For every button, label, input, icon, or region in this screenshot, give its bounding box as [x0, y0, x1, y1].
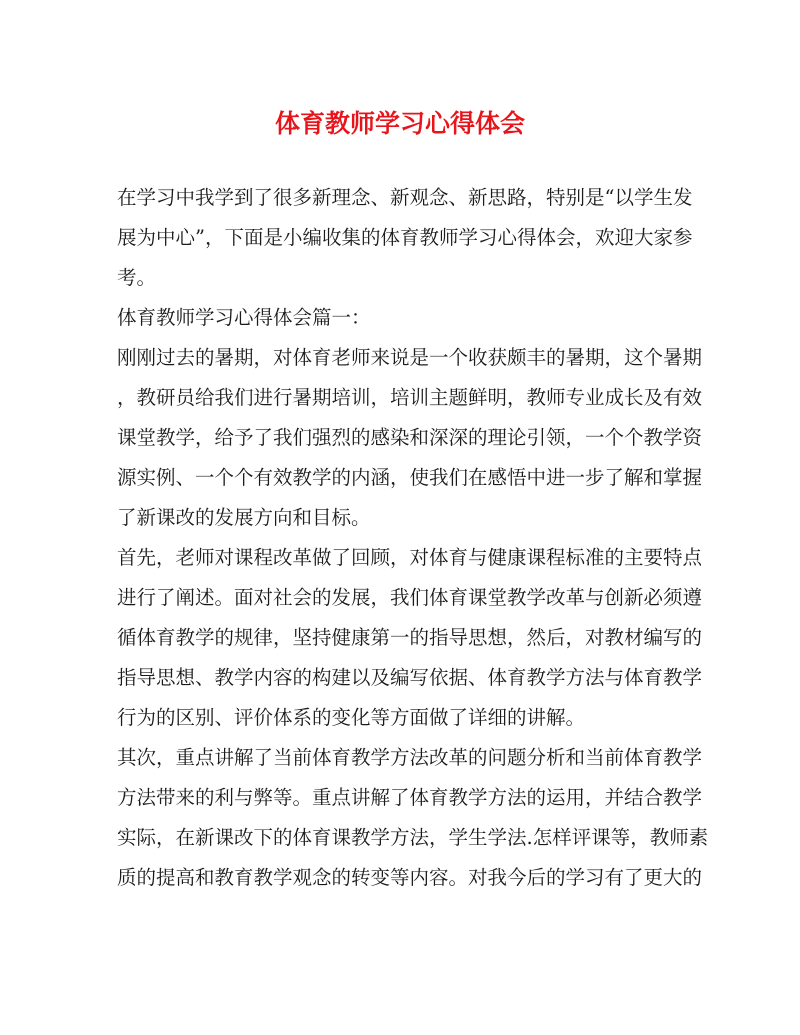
body-line: 考。: [117, 266, 157, 289]
body-line: 了新课改的发展方向和目标。: [117, 506, 371, 529]
body-line: 质的提高和教育教学观念的转变等内容。对我今后的学习有了更大的: [117, 866, 703, 889]
body-line: 源实例、一个个有效教学的内涵，使我们在感悟中进一步了解和掌握: [117, 466, 703, 489]
body-line: 在学习中我学到了很多新理念、新观念、新思路，特别是“以学生发: [117, 186, 693, 209]
body-line: 首先，老师对课程改革做了回顾，对体育与健康课程标准的主要特点: [117, 546, 703, 569]
document-title: 体育教师学习心得体会: [274, 109, 525, 138]
body-line: 实际，在新课改下的体育课教学方法，学生学法.怎样评课等，教师素: [117, 826, 709, 849]
body-line: 方法带来的利与弊等。重点讲解了体育教学方法的运用，并结合教学: [117, 786, 703, 809]
body-line: 行为的区别、评价体系的变化等方面做了详细的讲解。: [117, 706, 586, 729]
body-line: 进行了阐述。面对社会的发展，我们体育课堂教学改革与创新必须遵: [117, 586, 703, 609]
document-body: [117, 178, 709, 898]
body-line: 循体育教学的规律，坚持健康第一的指导思想，然后，对教材编写的: [117, 626, 703, 649]
body-line: 指导思想、教学内容的构建以及编写依据、体育教学方法与体育教学: [117, 666, 703, 689]
body-line: 刚刚过去的暑期，对体育老师来说是一个收获颇丰的暑期，这个暑期: [117, 346, 703, 369]
body-line: 课堂教学，给予了我们强烈的感染和深深的理论引领，一个个教学资: [117, 426, 703, 449]
section-heading: 体育教师学习心得体会篇一：: [117, 306, 371, 329]
body-line: 其次，重点讲解了当前体育教学方法改革的问题分析和当前体育教学: [117, 746, 703, 769]
body-line: ，教研员给我们进行暑期培训，培训主题鲜明，教师专业成长及有效: [117, 386, 703, 409]
body-line: 展为中心”，下面是小编收集的体育教师学习心得体会，欢迎大家参: [117, 226, 693, 249]
